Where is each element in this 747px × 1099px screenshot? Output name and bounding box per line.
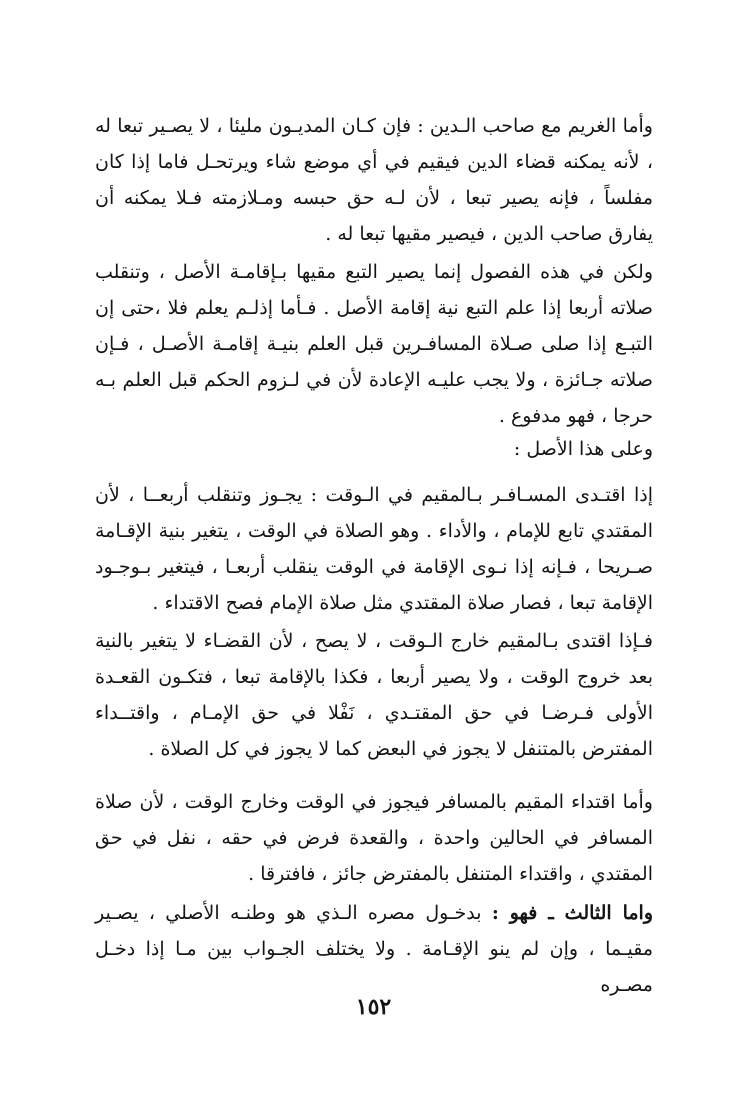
page-number: ١٥٢ [355,994,392,1020]
paragraph-third-case-body: بدخـول مصره الـذي هو وطنـه الأصلي ، يصـير مقيـما ، وإن لم ينو الإقـامة . ولا يختلف الجـواب بين مـا إذا دخـل مصـره [95,902,653,996]
paragraph-outside-time: فـإذا اقتدى بـالمقيم خارج الـوقت ، لا يصح ، لأن القضـاء لا يتغير بالنية بعد خروج الوقت ، ولا يصير أربعا ، فكذا بالإقامة تبعا ، فتكـون القعـدة الأولى فـرضـا في حق المقتـدي ، نَفْلا في حق الإمـام ، واقتــداء المفترض بالمتنفل لا يجوز في البعض كما لا يجوز في كل الصلاة . [95,630,653,760]
paragraph-following-intention: ولكن في هذه الفصول إنما يصير التبع مقيها بـإقامـة الأصل ، وتنقلب صلاته أربعا إذا علم التبع نية إقامة الأصل . فـأما إذلـم يعلم فلا ،حتى إن التبـع إذا صلى صـلاة المسافـرين قبل العلم بنيـة إقامـة الأصـل ، فـإن صلاته جـائزة ، ولا يجب عليـه الإعادة لأن في لـزوم الحكم قبل العلم بـه حرجا ، فهو مدفوع . [95,261,653,427]
paragraph-third-case-lead: واما الثالث ـ فهو : [491,902,653,924]
paragraph-on-this-principle: وعلى هذا الأصل : [513,438,653,460]
paragraph-resident-follows-traveler: وأما اقتداء المقيم بالمسافر فيجوز في الوقت وخارج الوقت ، لأن صلاة المسافر في الحالين واحدة ، والقعدة فرض في حقه ، نفل في حق المقتدي ، واقتداء المتنفل بالمفترض جائز ، فافترقا . [95,791,653,885]
paragraph-traveler-follows-resident: إذا اقتـدى المسـافـر بـالمقيم في الـوقت : يجـوز وتنقلب أربعــا ، لأن المقتدي تابع للإمام ، والأداء . وهو الصلاة في الوقت ، يتغير بنية الإقـامة صـريحا ، فـإنه إذا نـوى الإقامة في الوقت ينقلب أربعـا ، فيتغير بـوجـود الإقامة تبعا ، فصار صلاة المقتدي مثل صلاة الإمام فصح الاقتداء . [95,484,653,614]
paragraph-third-case [95,895,653,1003]
paragraph-creditor-debtor: وأما الغريم مع صاحب الـدين : فإن كـان المديـون مليئا ، لا يصـير تبعا له ، لأنه يمكنه قضاء الدين فيقيم في أي موضع شاء ويرتحـل فاما إذا كان مفلساً ، فإنه يصير تبعا ، لأن لـه حق حبسه ومـلازمته فـلا يمكنه أن يفارق صاحب الدين ، فيصير مقيها تبعا له . [95,115,653,245]
